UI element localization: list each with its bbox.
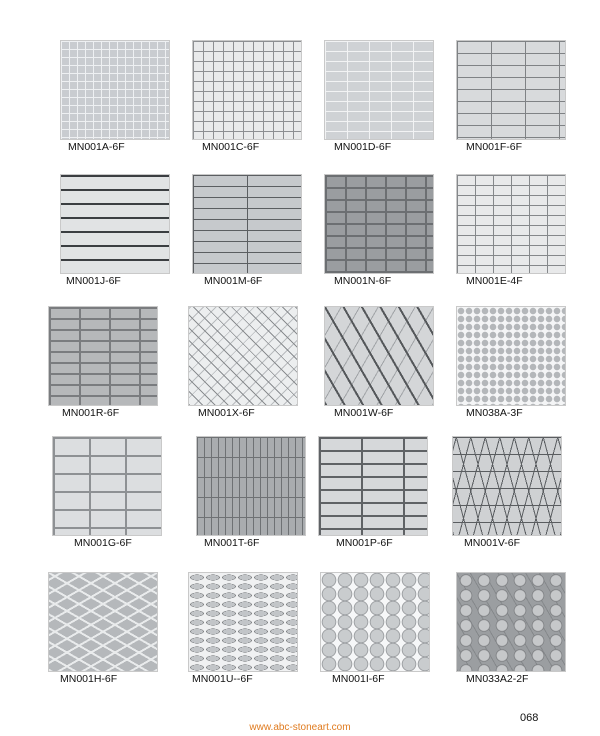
product-code: MN001R-6F: [62, 407, 120, 419]
product-card: [48, 572, 158, 700]
page-number: 068: [520, 712, 539, 724]
product-code: MN001X-6F: [198, 407, 255, 419]
mosaic-tile-image: [324, 306, 434, 406]
mosaic-tile-image: [188, 306, 298, 406]
mosaic-tile-image: [60, 174, 170, 274]
mosaic-tile-image: [60, 40, 170, 140]
product-card: [456, 40, 566, 168]
product-code: MN001I-6F: [332, 673, 385, 685]
product-card: [324, 306, 434, 434]
mosaic-tile-image: [324, 174, 434, 274]
product-card: [456, 174, 566, 302]
mosaic-tile-image: [192, 40, 302, 140]
mosaic-tile-image: [52, 436, 162, 536]
product-card: [318, 436, 428, 564]
mosaic-tile-image: [196, 436, 306, 536]
product-card: [188, 306, 298, 434]
product-code: MN033A2-2F: [466, 673, 529, 685]
footer-website-link[interactable]: www.abc-stoneart.com: [249, 722, 351, 733]
product-code: MN001N-6F: [334, 275, 392, 287]
product-code: MN001M-6F: [204, 275, 263, 287]
product-code: MN001A-6F: [68, 141, 125, 153]
product-card: [324, 174, 434, 302]
mosaic-tile-image: [324, 40, 434, 140]
product-code: MN001D-6F: [334, 141, 392, 153]
mosaic-tile-image: [192, 174, 302, 274]
product-code: MN001G-6F: [74, 537, 132, 549]
mosaic-tile-image: [318, 436, 428, 536]
mosaic-tile-image: [452, 436, 562, 536]
product-card: [60, 40, 170, 168]
product-code: MN001W-6F: [334, 407, 394, 419]
product-card: [320, 572, 430, 700]
mosaic-tile-image: [48, 572, 158, 672]
mosaic-tile-image: [188, 572, 298, 672]
product-code: MN001F-6F: [466, 141, 523, 153]
product-card: [192, 40, 302, 168]
product-code: MN001H-6F: [60, 673, 118, 685]
mosaic-tile-image: [456, 174, 566, 274]
mosaic-tile-image: [456, 40, 566, 140]
product-card: [52, 436, 162, 564]
product-code: MN001J-6F: [66, 275, 121, 287]
mosaic-tile-image: [320, 572, 430, 672]
product-card: [188, 572, 298, 700]
product-card: [192, 174, 302, 302]
mosaic-tile-image: [456, 306, 566, 406]
product-code: MN001C-6F: [202, 141, 260, 153]
product-code: MN001T-6F: [204, 537, 260, 549]
product-code: MN001E-4F: [466, 275, 523, 287]
mosaic-tile-image: [456, 572, 566, 672]
product-card: [48, 306, 158, 434]
mosaic-tile-image: [48, 306, 158, 406]
product-code: MN001V-6F: [464, 537, 521, 549]
product-code: MN001U--6F: [192, 673, 253, 685]
product-card: [456, 306, 566, 434]
product-code: MN001P-6F: [336, 537, 393, 549]
product-card: [324, 40, 434, 168]
product-card: [60, 174, 170, 302]
product-code: MN038A-3F: [466, 407, 523, 419]
product-card: [452, 436, 562, 564]
product-card: [196, 436, 306, 564]
product-card: [456, 572, 566, 700]
